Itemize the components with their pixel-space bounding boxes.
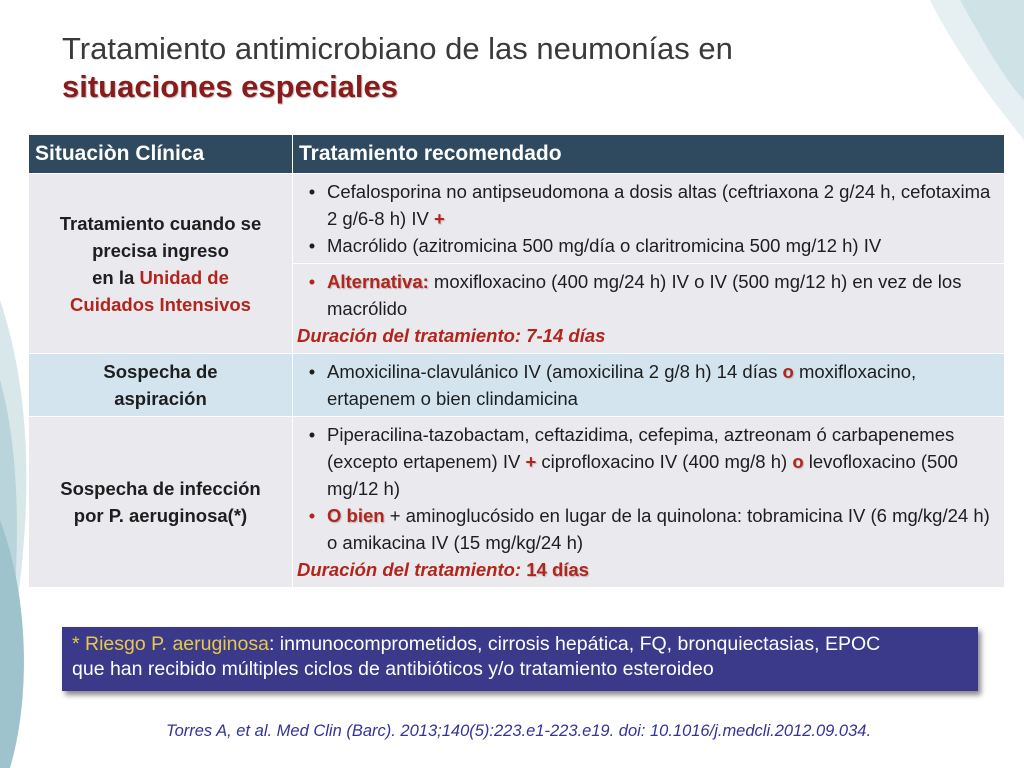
risk-note-box [62,627,978,691]
risk-note-text-2: que han recibido múltiples ciclos de antibióticos y/o tratamiento esteroideo [72,658,714,680]
list-item: • Amoxicilina-clavulánico IV (amoxicilina 2 g/8 h) 14 días o moxifloxacino, ertapenem o bien clindamicina [308,361,917,409]
table-row-uci-1 [29,174,1005,264]
table-row-pseudomonas [29,417,1005,588]
treatment-table [28,134,1005,588]
cell-alternativa-uci [293,264,1005,354]
table-row-aspiracion [29,354,1005,417]
title-line-1: Tratamiento antimicrobiano de las neumonías en [62,31,733,66]
citation-reference: Torres A, et al. Med Clin (Barc). 2013;140(5):223.e1-223.e19. doi: 10.1016/j.medcli.2012.09.034. [166,722,872,740]
cell-tratamiento-pseudomonas [293,417,1005,588]
risk-note-highlight: * Riesgo P. aeruginosa [72,633,269,655]
list-item: • Cefalosporina no antipseudomona a dosis altas (ceftriaxona 2 g/24 h, cefotaxima 2 g/6-8 h) IV + [308,181,991,229]
list-item: • O bien + aminoglucósido en lugar de la quinolona: tobramicina IV (6 mg/kg/24 h) o amikacina IV (15 mg/kg/24 h) [308,505,990,553]
page-title [62,30,942,106]
cell-situacion-uci: Tratamiento cuando se precisa ingreso en la Unidad de Cuidados Intensivos [29,174,293,354]
list-item: • Piperacilina-tazobactam, ceftazidima, cefepima, aztreonam ó carbapenemes (excepto ertapenem) IV + ciprofloxacino IV (400 mg/8 h) o levofloxacino (500 mg/12 h) [308,424,958,499]
cell-situacion-aspiracion: Sospecha de aspiración [29,354,293,417]
table-header-row [29,135,1005,174]
duracion-pseudomonas: Duración del tratamiento: 14 días [297,559,589,580]
header-situacion: Situaciòn Clínica [29,135,293,174]
cell-situacion-pseudomonas: Sospecha de infección por P. aeruginosa(*) [29,417,293,588]
cell-tratamiento-aspiracion [293,354,1005,417]
duracion-uci: Duración del tratamiento: 7-14 días [297,325,606,346]
list-item: • Alternativa: moxifloxacino (400 mg/24 h) IV o IV (500 mg/12 h) en vez de los macrólido [308,271,962,319]
title-line-2: situaciones especiales [62,69,399,104]
list-item: • Macrólido (azitromicina 500 mg/día o claritromicina 500 mg/12 h) IV [308,235,882,256]
header-tratamiento: Tratamiento recomendado [293,135,1005,174]
cell-tratamiento-uci [293,174,1005,264]
risk-note-text-1: : inmunocomprometidos, cirrosis hepática, FQ, bronquiectasias, EPOC [268,633,881,655]
